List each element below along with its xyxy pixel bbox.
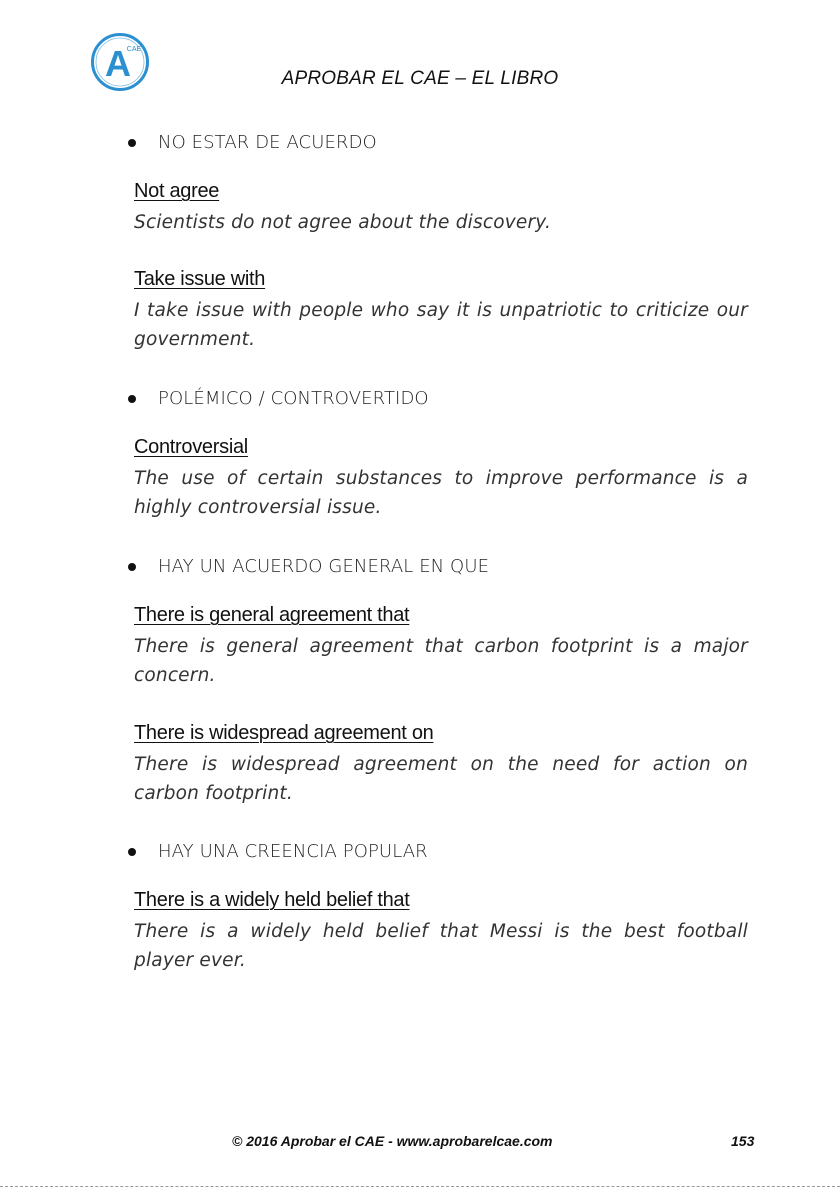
example-sentence: There is general agreement that carbon footprint is a major concern. [134,636,748,686]
term: There is a widely held belief that [134,889,410,911]
bullet-icon [128,395,136,403]
term: Not agree [134,180,220,202]
term: Controversial [134,436,248,458]
section-heading-text: HAY UNA CREENCIA POPULAR [158,841,428,862]
example-sentence: Scientists do not agree about the discovery. [134,212,552,233]
section-heading [128,388,429,409]
bullet-icon [128,139,136,147]
term: Take issue with [134,268,266,290]
section-heading [128,841,428,862]
example-sentence: There is widespread agreement on the need for action on carbon footprint. [134,754,748,804]
section-heading [128,556,489,577]
svg-text:CAE: CAE [126,46,142,53]
example-sentence: There is a widely held belief that Messi is the best football player ever. [134,921,748,971]
bullet-icon [128,563,136,571]
example-sentence: I take issue with people who say it is unpatriotic to criticize our government. [134,300,748,350]
svg-text:A: A [105,43,131,84]
term: There is general agreement that [134,604,410,626]
section-heading [128,132,377,153]
bullet-icon [128,848,136,856]
term: There is widespread agreement on [134,722,434,744]
footer-copyright: © 2016 Aprobar el CAE - www.aprobarelcae.com [232,1133,553,1149]
bottom-divider [0,1186,840,1187]
section-heading-text: HAY UN ACUERDO GENERAL EN QUE [158,556,490,577]
section-heading-text: NO ESTAR DE ACUERDO [158,132,377,153]
section-heading-text: POLÉMICO / CONTROVERTIDO [158,388,429,409]
page-header-title: APROBAR EL CAE – EL LIBRO [281,68,559,89]
example-sentence: The use of certain substances to improve performance is a highly controversial issue. [134,468,748,518]
page-number: 153 [731,1133,755,1149]
